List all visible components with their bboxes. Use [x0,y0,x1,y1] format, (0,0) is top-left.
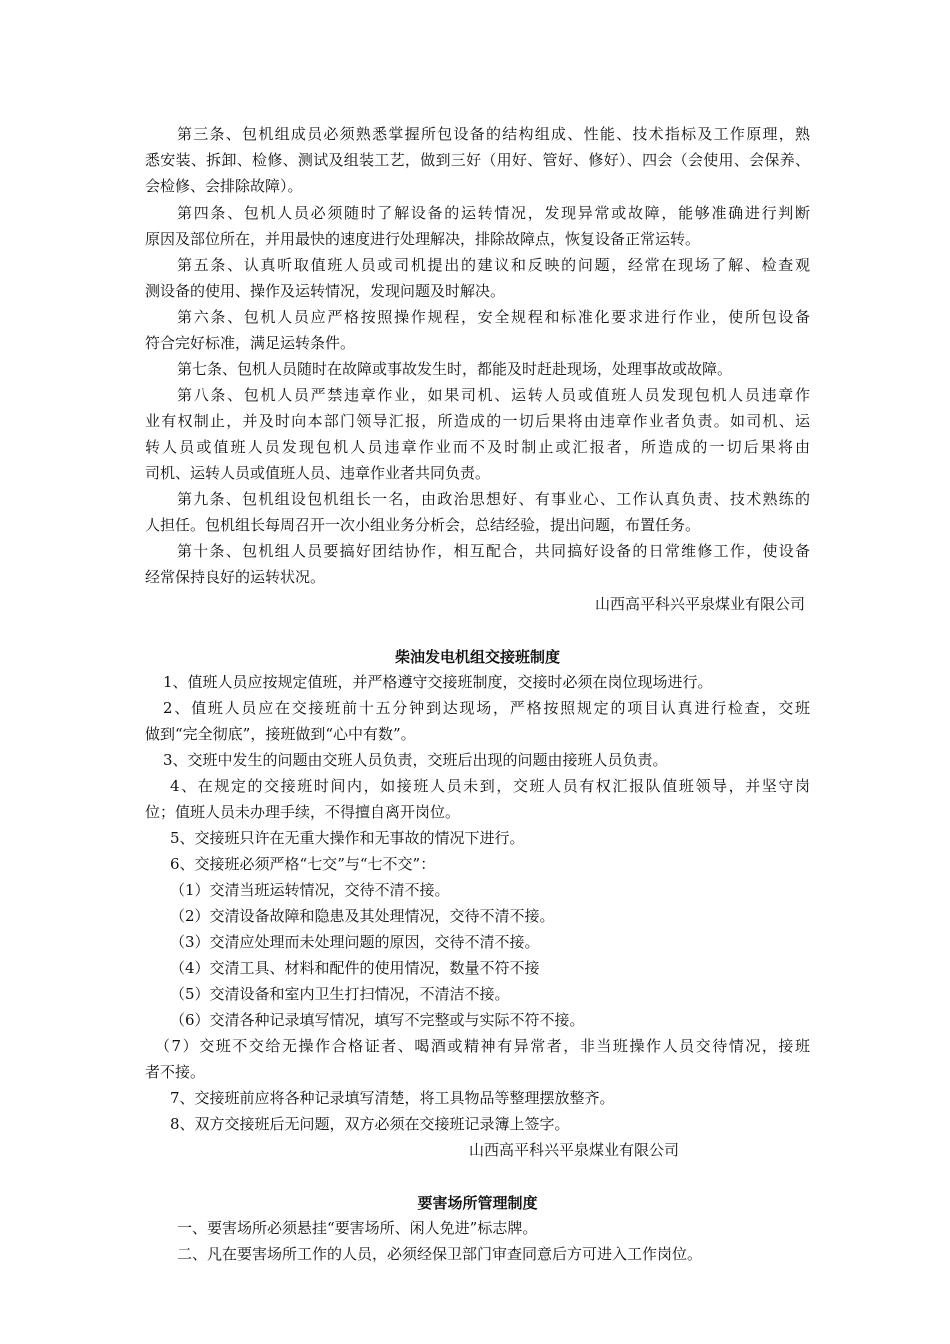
list-item: 者不接。 [145,1063,206,1081]
list-item: （7）交班不交给无操作合格证者、喝酒或精神有异常者，非当班操作人员交待情况，接班 [155,1037,810,1055]
paragraph-line: 悉安装、拆卸、检修、测试及组装工艺，做到三好（用好、管好、修好）、四会（会使用、会保养、 [145,151,810,169]
paragraph-line: 第十条、包机组人员要搞好团结协作，相互配合，共同搞好设备的日常维修工作，使设备 [177,542,810,560]
paragraph-line: 7、交接班前应将各种记录填写清楚，将工具物品等整理摆放整齐。 [170,1089,615,1107]
paragraph-line: 转人员或值班人员发现包机人员违章作业而不及时制止或汇报者，所造成的一切后果将由 [145,438,810,456]
paragraph-line: 第五条、认真听取值班人员或司机提出的建议和反映的问题，经常在现场了解、检查观 [177,256,810,274]
list-item: （5）交清设备和室内卫生打扫情况，不清洁不接。 [170,985,510,1003]
list-item: （3）交清应处理而未处理问题的原因，交待不清不接。 [170,933,540,951]
paragraph-line: 业有权制止，并及时向本部门领导汇报，所造成的一切后果将由违章作业者负责。如司机、运 [145,412,810,430]
paragraph-line: 二、凡在要害场所工作的人员，必须经保卫部门审查同意后方可进入工作岗位。 [177,1245,703,1263]
list-item: （2）交清设备故障和隐患及其处理情况，交待不清不接。 [170,907,555,925]
paragraph-line: 位；值班人员未办理手续，不得擅自离开岗位。 [145,803,461,821]
paragraph-line: 第九条、包机组设包机组长一名，由政治思想好、有事业心、工作认真负责、技术熟练的 [177,490,810,508]
paragraph-line: 3、交班中发生的问题由交班人员负责，交班后出现的问题由接班人员负责。 [163,751,668,769]
section-title: 柴油发电机组交接班制度 [394,648,560,666]
paragraph-line: 6、交接班必须严格“七交”与“七不交”： [170,855,436,873]
list-item: （1）交清当班运转情况，交待不清不接。 [170,881,450,899]
paragraph-line: 做到“完全彻底”，接班做到“心中有数”。 [145,725,416,743]
paragraph-line: 4、在规定的交接班时间内，如接班人员未到，交班人员有权汇报队值班领导，并坚守岗 [170,777,810,795]
paragraph-line: 经常保持良好的运转状况。 [145,568,326,586]
company-signature: 山西高平科兴平泉煤业有限公司 [594,595,805,613]
paragraph-line: 1、值班人员应按规定值班，并严格遵守交接班制度，交接时必须在岗位现场进行。 [163,673,713,691]
paragraph-line: 5、交接班只许在无重大操作和无事故的情况下进行。 [170,829,525,847]
paragraph-line: 人担任。包机组长每周召开一次小组业务分析会，总结经验，提出问题，布置任务。 [145,516,701,534]
paragraph-line: 测设备的使用、操作及运转情况，发现问题及时解决。 [145,282,506,300]
paragraph-line: 第八条、包机人员严禁违章作业，如果司机、运转人员或值班人员发现包机人员违章作 [177,386,810,404]
paragraph-line: 一、要害场所必须悬挂“要害场所、闲人免进”标志牌。 [177,1219,538,1237]
paragraph-line: 第四条、包机人员必须随时了解设备的运转情况，发现异常或故障，能够准确进行判断 [177,204,810,222]
paragraph-line: 第七条、包机人员随时在故障或事故发生时，都能及时赶赴现场，处理事故或故障。 [177,360,733,378]
paragraph-line: 司机、运转人员或值班人员、违章作业者共同负责。 [145,464,491,482]
paragraph-line: 原因及部位所在，并用最快的速度进行处理解决，排除故障点，恢复设备正常运转。 [145,230,701,248]
paragraph-line: 第六条、包机人员应严格按照操作规程，安全规程和标准化要求进行作业，使所包设备 [177,308,810,326]
list-item: （4）交清工具、材料和配件的使用情况，数量不符不接 [170,959,540,977]
paragraph-line: 符合完好标准，满足运转条件。 [145,334,356,352]
paragraph-line: 8、双方交接班后无问题，双方必须在交接班记录簿上签字。 [170,1115,570,1133]
list-item: （6）交清各种记录填写情况，填写不完整或与实际不符不接。 [170,1011,585,1029]
company-signature: 山西高平科兴平泉煤业有限公司 [469,1141,680,1159]
paragraph-line: 第三条、包机组成员必须熟悉掌握所包设备的结构组成、性能、技术指标及工作原理，熟 [177,125,810,143]
paragraph-line: 2、值班人员应在交接班前十五分钟到达现场，严格按照规定的项目认真进行检查，交班 [163,699,810,717]
section-title: 要害场所管理制度 [417,1194,538,1212]
paragraph-line: 会检修、会排除故障）。 [145,177,303,195]
